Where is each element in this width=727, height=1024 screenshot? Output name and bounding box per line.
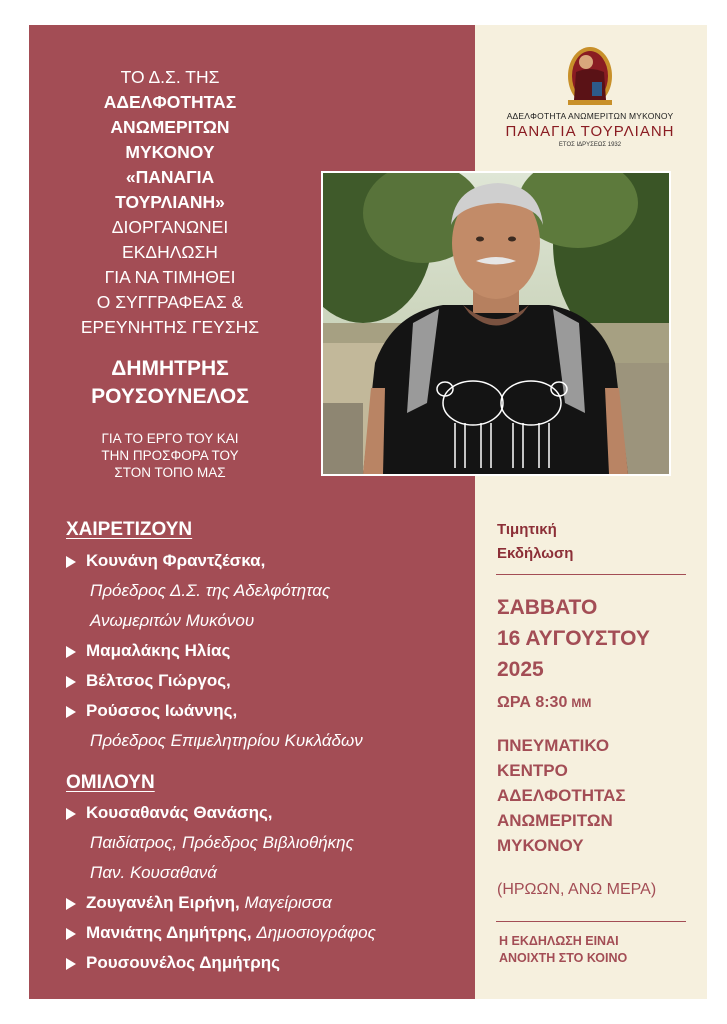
greeter-role: Ανωμεριτών Μυκόνου (90, 611, 255, 630)
divider (496, 574, 686, 575)
intro-line: «ΠΑΝΑΓΙΑ (125, 167, 215, 187)
intro-line: Ο ΣΥΓΓΡΑΦΕΑΣ & (96, 292, 244, 312)
reason-line: ΤΗΝ ΠΡΟΣΦΟΡΑ ΤΟΥ (101, 448, 239, 463)
association-logo (505, 42, 675, 148)
event-date (497, 592, 697, 685)
speakers-title: ΟΜΙΛΟΥΝ (66, 772, 155, 793)
intro-text (60, 65, 280, 340)
bullet-triangle-icon (66, 646, 76, 658)
venue-line: ΚΕΝΤΡΟ (497, 761, 568, 780)
speaker-name-text: Ζουγανέλη Ειρήνη, (86, 893, 240, 912)
intro-line: ΑΝΩΜΕΡΙΤΩΝ (110, 117, 230, 137)
event-type (497, 518, 677, 566)
bullet-triangle-icon (66, 676, 76, 688)
event-day-month: 16 ΑΥΓΟΥΣΤΟΥ (497, 627, 650, 650)
speaker-name-text: Μανιάτης Δημήτρης, (86, 923, 252, 942)
greeter-role: Πρόεδρος Δ.Σ. της Αδελφότητας (90, 581, 331, 600)
greeters-title: ΧΑΙΡΕΤΙΖΟΥΝ (66, 519, 193, 540)
portrait-illustration (323, 173, 669, 474)
open-notice (499, 933, 689, 967)
intro-line: ΕΡΕΥΝΗΤΗΣ ΓΕΥΣΗΣ (80, 317, 260, 337)
bullet-triangle-icon (66, 898, 76, 910)
speaker-role: Παν. Κουσαθανά (90, 863, 217, 882)
bullet-triangle-icon (66, 958, 76, 970)
speaker-role: Δημοσιογράφος (256, 923, 376, 942)
honoree-first-name: ΔΗΜΗΤΡΗΣ (111, 357, 229, 380)
intro-line: ΓΙΑ ΝΑ ΤΙΜΗΘΕΙ (104, 267, 236, 287)
venue-line: ΜΥΚΟΝΟΥ (497, 836, 584, 855)
event-time-label: ΩΡΑ 8:30 (497, 694, 568, 711)
bullet-triangle-icon (66, 808, 76, 820)
event-type-line: Εκδήλωση (497, 545, 574, 562)
event-type-line: Τιμητική (497, 521, 557, 538)
divider (496, 921, 686, 922)
event-time (497, 694, 591, 712)
speaker-role: Μαγείρισσα (244, 893, 332, 912)
greeter-name: Μαμαλάκης Ηλίας (86, 641, 231, 660)
reason-line: ΓΙΑ ΤΟ ΕΡΓΟ ΤΟΥ ΚΑΙ (101, 431, 239, 446)
intro-line: ΑΔΕΛΦΟΤΗΤΑΣ (103, 92, 237, 112)
honor-reason (60, 430, 280, 481)
intro-line: ΕΚΔΗΛΩΣΗ (122, 242, 218, 262)
event-year: 2025 (497, 658, 544, 681)
logo-title: ΠΑΝΑΓΙΑ ΤΟΥΡΛΙΑΝΗ (505, 123, 675, 140)
bullet-triangle-icon (66, 928, 76, 940)
venue-line: ΑΔΕΛΦΟΤΗΤΑΣ (497, 786, 626, 805)
greeter-name: Βέλτσος Γιώργος, (86, 671, 231, 690)
icon-virgin-mary-logo (566, 42, 614, 106)
event-place: (ΗΡΩΩΝ, ΑΝΩ ΜΕΡΑ) (497, 881, 657, 898)
speaker-name (86, 889, 332, 917)
intro-line: ΤΟ Δ.Σ. ΤΗΣ (120, 67, 220, 87)
honoree-photo (321, 171, 671, 476)
event-time-suffix: ΜΜ (571, 696, 592, 710)
event-venue (497, 733, 697, 858)
intro-line: ΜΥΚΟΝΟΥ (125, 142, 215, 162)
honoree-name (60, 355, 280, 411)
speaker-name (86, 919, 376, 947)
event-day: ΣΑΒΒΑΤΟ (497, 596, 598, 619)
reason-line: ΣΤΟΝ ΤΟΠΟ ΜΑΣ (114, 465, 226, 480)
logo-founding-year: ΕΤΟΣ ΙΔΡΥΣΕΩΣ 1932 (558, 142, 622, 148)
open-notice-line: ΑΝΟΙΧΤΗ ΣΤΟ ΚΟΙΝΟ (499, 951, 628, 965)
greeter-name: Ρούσσος Ιωάννης, (86, 701, 238, 720)
greeter-name: Κουνάνη Φραντζέσκα, (86, 551, 266, 570)
speaker-role: Παιδίατρος, Πρόεδρος Βιβλιοθήκης (90, 833, 354, 852)
logo-association-name: ΑΔΕΛΦΟΤΗΤΑ ΑΝΩΜΕΡΙΤΩΝ ΜΥΚΟΝΟΥ (506, 111, 674, 121)
intro-line: ΔΙΟΡΓΑΝΩΝΕΙ (111, 217, 229, 237)
intro-line: ΤΟΥΡΛΙΑΝΗ» (115, 192, 225, 212)
venue-line: ΑΝΩΜΕΡΙΤΩΝ (497, 811, 613, 830)
greeter-role: Πρόεδρος Επιμελητηρίου Κυκλάδων (90, 731, 363, 750)
open-notice-line: Η ΕΚΔΗΛΩΣΗ ΕΙΝΑΙ (499, 934, 619, 948)
bullet-triangle-icon (66, 556, 76, 568)
bullet-triangle-icon (66, 706, 76, 718)
venue-line: ΠΝΕΥΜΑΤΙΚΟ (497, 736, 610, 755)
honoree-last-name: ΡΟΥΣΟΥΝΕΛΟΣ (91, 385, 249, 408)
speaker-name: Κουσαθανάς Θανάσης, (86, 803, 273, 822)
speaker-name: Ρουσουνέλος Δημήτρης (86, 953, 280, 972)
